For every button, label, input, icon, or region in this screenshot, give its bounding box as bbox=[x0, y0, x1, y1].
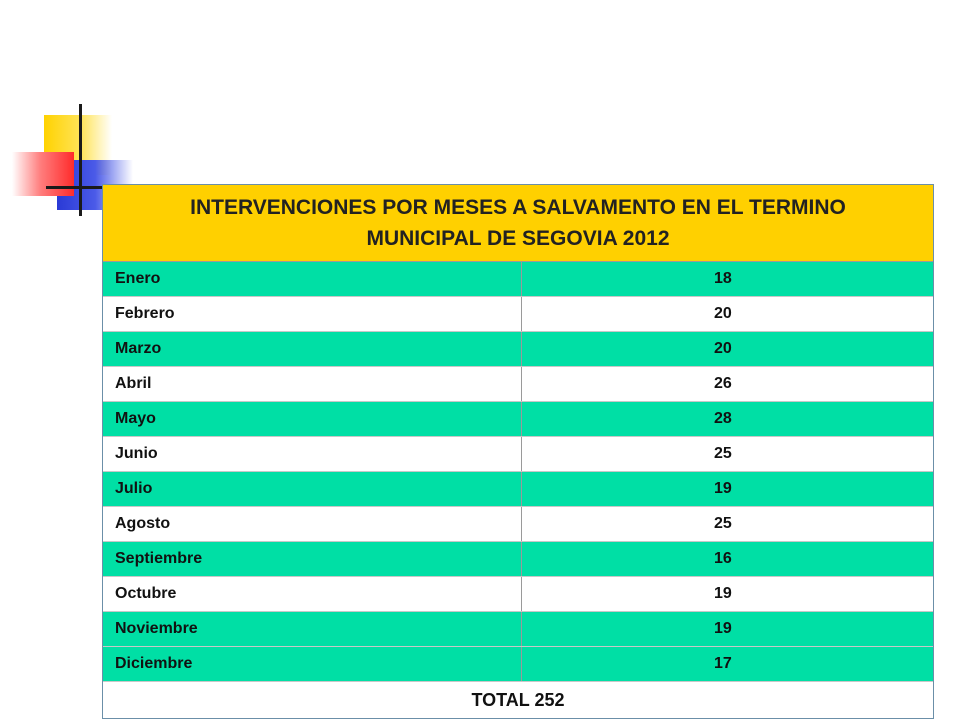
month-cell: Agosto bbox=[103, 507, 522, 541]
month-cell: Enero bbox=[103, 262, 522, 296]
month-cell: Marzo bbox=[103, 332, 522, 366]
month-cell: Septiembre bbox=[103, 542, 522, 576]
table-title: INTERVENCIONES POR MESES A SALVAMENTO EN EL TERMINO MUNICIPAL DE SEGOVIA 2012 bbox=[190, 196, 846, 250]
value-cell: 17 bbox=[714, 655, 732, 672]
table-row bbox=[103, 542, 933, 577]
table-row bbox=[103, 332, 933, 367]
table-row bbox=[103, 297, 933, 332]
month-cell: Diciembre bbox=[103, 647, 522, 681]
table-row bbox=[103, 577, 933, 612]
value-cell: 16 bbox=[714, 550, 732, 567]
value-cell: 20 bbox=[714, 340, 732, 357]
month-cell: Noviembre bbox=[103, 612, 522, 646]
table-row bbox=[103, 262, 933, 297]
logo-vertical-line bbox=[79, 104, 82, 216]
table-row bbox=[103, 647, 933, 682]
month-cell: Octubre bbox=[103, 577, 522, 611]
month-cell: Junio bbox=[103, 437, 522, 471]
table-row bbox=[103, 612, 933, 647]
total-row: TOTAL 252 bbox=[103, 682, 933, 718]
table-row bbox=[103, 472, 933, 507]
month-cell: Febrero bbox=[103, 297, 522, 331]
table-title-cell bbox=[103, 185, 933, 262]
logo-horizontal-line bbox=[46, 186, 102, 189]
value-cell: 25 bbox=[714, 445, 732, 462]
value-cell: 19 bbox=[714, 480, 732, 497]
month-cell: Abril bbox=[103, 367, 522, 401]
logo-red-square bbox=[12, 152, 74, 196]
table-row bbox=[103, 402, 933, 437]
value-cell: 19 bbox=[714, 585, 732, 602]
table-row bbox=[103, 507, 933, 542]
table-row bbox=[103, 367, 933, 402]
value-cell: 26 bbox=[714, 375, 732, 392]
value-cell: 20 bbox=[714, 305, 732, 322]
value-cell: 18 bbox=[714, 270, 732, 287]
table-row bbox=[103, 437, 933, 472]
interventions-table bbox=[102, 184, 934, 719]
value-cell: 25 bbox=[714, 515, 732, 532]
value-cell: 19 bbox=[714, 620, 732, 637]
month-cell: Mayo bbox=[103, 402, 522, 436]
month-cell: Julio bbox=[103, 472, 522, 506]
value-cell: 28 bbox=[714, 410, 732, 427]
